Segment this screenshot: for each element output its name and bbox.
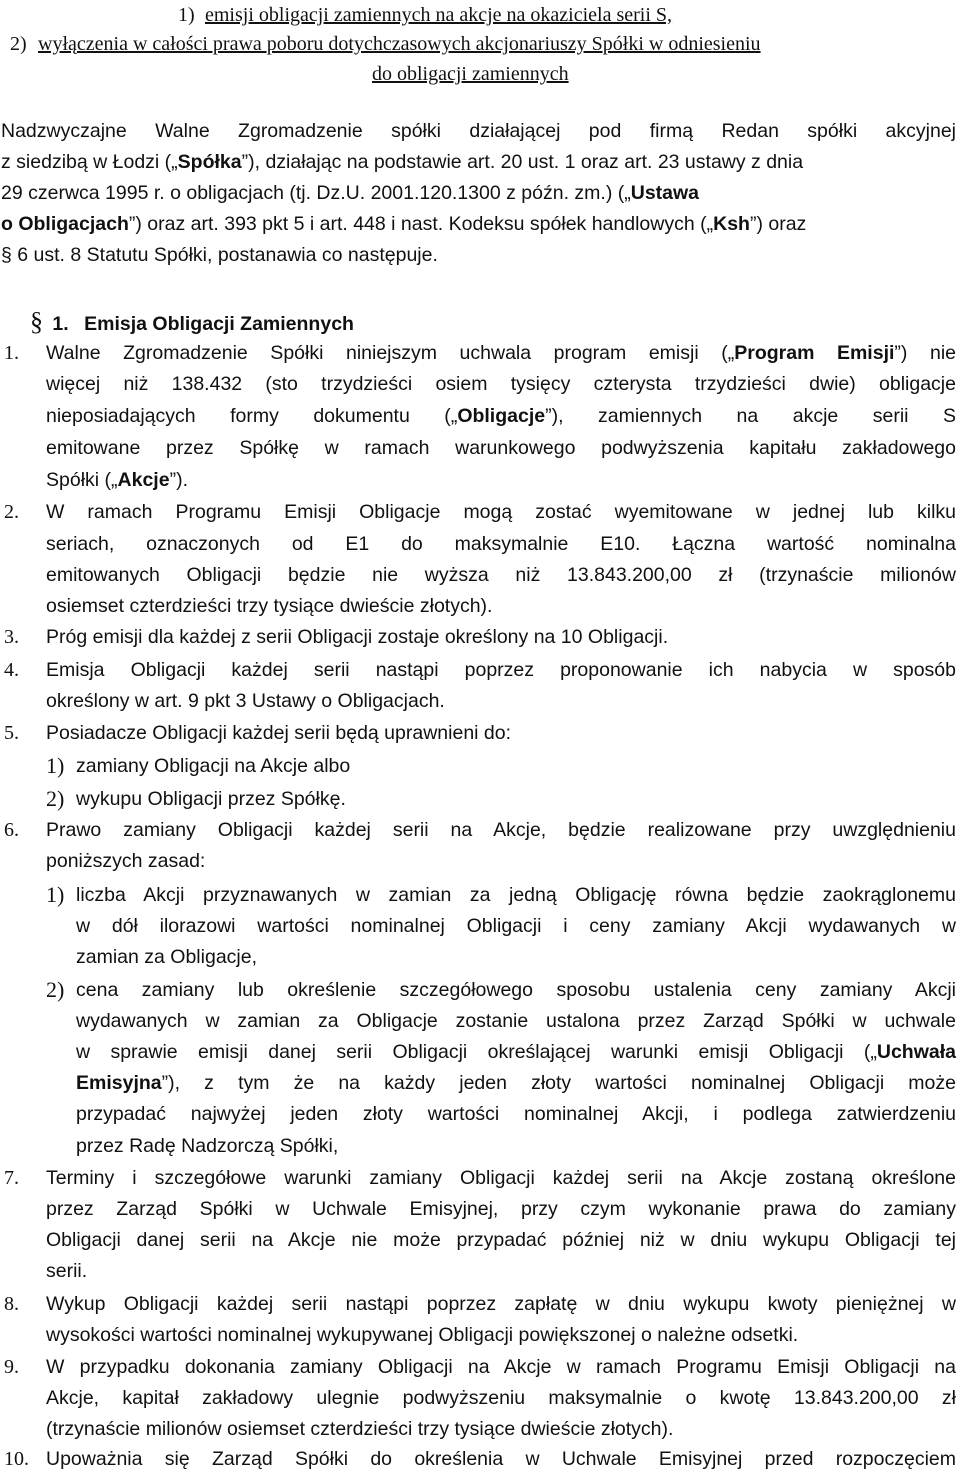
item-line: osiemset czterdzieści trzy tysiące dwieście złotych). (46, 595, 493, 617)
item-number: 4. (4, 659, 19, 681)
preamble-line: o Obligacjach”) oraz art. 393 pkt 5 i art. 448 i nast. Kodeksu spółek handlowych („Ksh”) oraz (1, 213, 807, 235)
item-line: seriach, oznaczonych od E1 do maksymalnie E10. Łączna wartość nominalna (46, 533, 956, 555)
preamble-line: z siedzibą w Łodzi („Spółka”), działając na podstawie art. 20 ust. 1 oraz art. 23 ustawy z dnia (1, 151, 804, 173)
subitem-line: wydawanych w zamian za Obligacje zostanie ustalona przez Zarząd Spółki w uchwale (76, 1010, 956, 1032)
subitem-line: liczba Akcji przyznawanych w zamian za jedną Obligację równa będzie zaokrąglonemu (76, 884, 956, 906)
subitem-number: 2) (46, 977, 65, 1002)
item-number: 3. (4, 626, 19, 648)
item-number: 7. (4, 1167, 19, 1189)
intro-list-item: emisji obligacji zamiennych na akcje na okaziciela serii S, (205, 4, 673, 26)
item-number: 10. (4, 1448, 29, 1470)
item-line: Walne Zgromadzenie Spółki niniejszym uchwala program emisji („Program Emisji”) nie (46, 342, 956, 364)
subitem-line: w sprawie emisji danej serii Obligacji określającej warunki emisji Obligacji („Uchwała (76, 1041, 956, 1063)
item-line: Akcje, kapitał zakładowy ulegnie podwyższeniu maksymalnie o kwotę 13.843.200,00 zł (46, 1387, 956, 1409)
item-line: W przypadku dokonania zamiany Obligacji na Akcje w ramach Programu Emisji Obligacji na (46, 1356, 956, 1378)
item-line: poniższych zasad: (46, 850, 206, 872)
preamble-line: § 6 ust. 8 Statutu Spółki, postanawia co następuje. (1, 244, 438, 266)
item-line: więcej niż 138.432 (sto trzydzieści osiem tysięcy czterysta trzydzieści dwie) obligacje (46, 373, 956, 395)
item-line: Emisja Obligacji każdej serii nastąpi poprzez proponowanie ich nabycia w sposób (46, 659, 956, 681)
intro-list-item: wyłączenia w całości prawa poboru dotychczasowych akcjonariuszy Spółki w odniesieniu (38, 33, 761, 55)
section-number: 1. (52, 313, 69, 335)
subitem-line: cena zamiany lub określenie szczegółowego sposobu ustalenia ceny zamiany Akcji (76, 979, 956, 1001)
item-line: Posiadacze Obligacji każdej serii będą uprawnieni do: (46, 722, 512, 744)
subitem-line: zamian za Obligacje, (76, 946, 258, 968)
item-line: W ramach Programu Emisji Obligacje mogą zostać wyemitowane w jednej lub kilku (46, 501, 956, 523)
item-line: (trzynaście milionów osiemset czterdzieści trzy tysiące dwieście złotych). (46, 1418, 674, 1440)
subitem-line: przez Radę Nadzorczą Spółki, (76, 1135, 339, 1157)
intro-list-number: 2) (10, 33, 27, 55)
subitem-line: wykupu Obligacji przez Spółkę. (76, 788, 346, 810)
subitem-line: zamiany Obligacji na Akcje albo (76, 755, 351, 777)
item-line: Obligacji danej serii na Akcje nie może przypadać później niż w dniu wykupu Obligacji tej (46, 1229, 956, 1251)
item-number: 8. (4, 1293, 19, 1315)
item-line: emitowanych Obligacji będzie nie wyższa niż 13.843.200,00 zł (trzynaście milionów (46, 564, 956, 586)
preamble-line: Nadzwyczajne Walne Zgromadzenie spółki działającej pod firmą Redan spółki akcyjnej (1, 120, 956, 142)
item-number: 6. (4, 819, 19, 841)
item-line: określony w art. 9 pkt 3 Ustawy o Obligacjach. (46, 690, 445, 712)
item-line: przez Zarząd Spółki w Uchwale Emisyjnej, przy czym wykonanie prawa do zamiany (46, 1198, 956, 1220)
item-line: Wykup Obligacji każdej serii nastąpi poprzez zapłatę w dniu wykupu kwoty pieniężnej w (46, 1293, 956, 1315)
item-number: 9. (4, 1356, 19, 1378)
subitem-number: 2) (46, 786, 65, 811)
item-number: 2. (4, 501, 19, 523)
subitem-number: 1) (46, 882, 65, 907)
item-line: nieposiadających formy dokumentu („Obligacje”), zamiennych na akcje serii S (46, 405, 956, 427)
item-line: Terminy i szczegółowe warunki zamiany Obligacji każdej serii na Akcje zostaną określone (46, 1167, 956, 1189)
subitem-number: 1) (46, 753, 65, 778)
item-line: Spółki („Akcje”). (46, 469, 188, 491)
section-heading (30, 307, 354, 339)
subitem-line: przypadać najwyżej jeden złoty wartości nominalnej Akcji, i podlega zatwierdzeniu (76, 1103, 956, 1125)
preamble-line: 29 czerwca 1995 r. o obligacjach (tj. Dz.U. 2001.120.1300 z późn. zm.) („Ustawa (1, 182, 700, 204)
item-line: emitowane przez Spółkę w ramach warunkowego podwyższenia kapitału zakładowego (46, 437, 956, 459)
item-line: Próg emisji dla każdej z serii Obligacji zostaje określony na 10 Obligacji. (46, 626, 669, 648)
item-number: 5. (4, 722, 19, 744)
intro-list-item-continuation: do obligacji zamiennych (372, 63, 569, 85)
item-line: serii. (46, 1260, 88, 1282)
intro-list-number: 1) (178, 4, 195, 26)
subitem-line: w dół ilorazowi wartości nominalnej Obligacji i ceny zamiany Akcji wydawanych w (76, 915, 956, 937)
item-line: wysokości wartości nominalnej wykupywanej Obligacji powiększonej o należne odsetki. (46, 1324, 799, 1346)
item-line: Upoważnia się Zarząd Spółki do określenia w Uchwale Emisyjnej przed rozpoczęciem (46, 1448, 956, 1470)
section-symbol: § (30, 307, 43, 336)
item-line: Prawo zamiany Obligacji każdej serii na Akcje, będzie realizowane przy uwzględnieniu (46, 819, 956, 841)
item-number: 1. (4, 342, 19, 364)
section-title: Emisja Obligacji Zamiennych (84, 313, 354, 335)
subitem-line: Emisyjna”), z tym że na każdy jeden złoty wartości nominalnej Obligacji może (76, 1072, 956, 1094)
